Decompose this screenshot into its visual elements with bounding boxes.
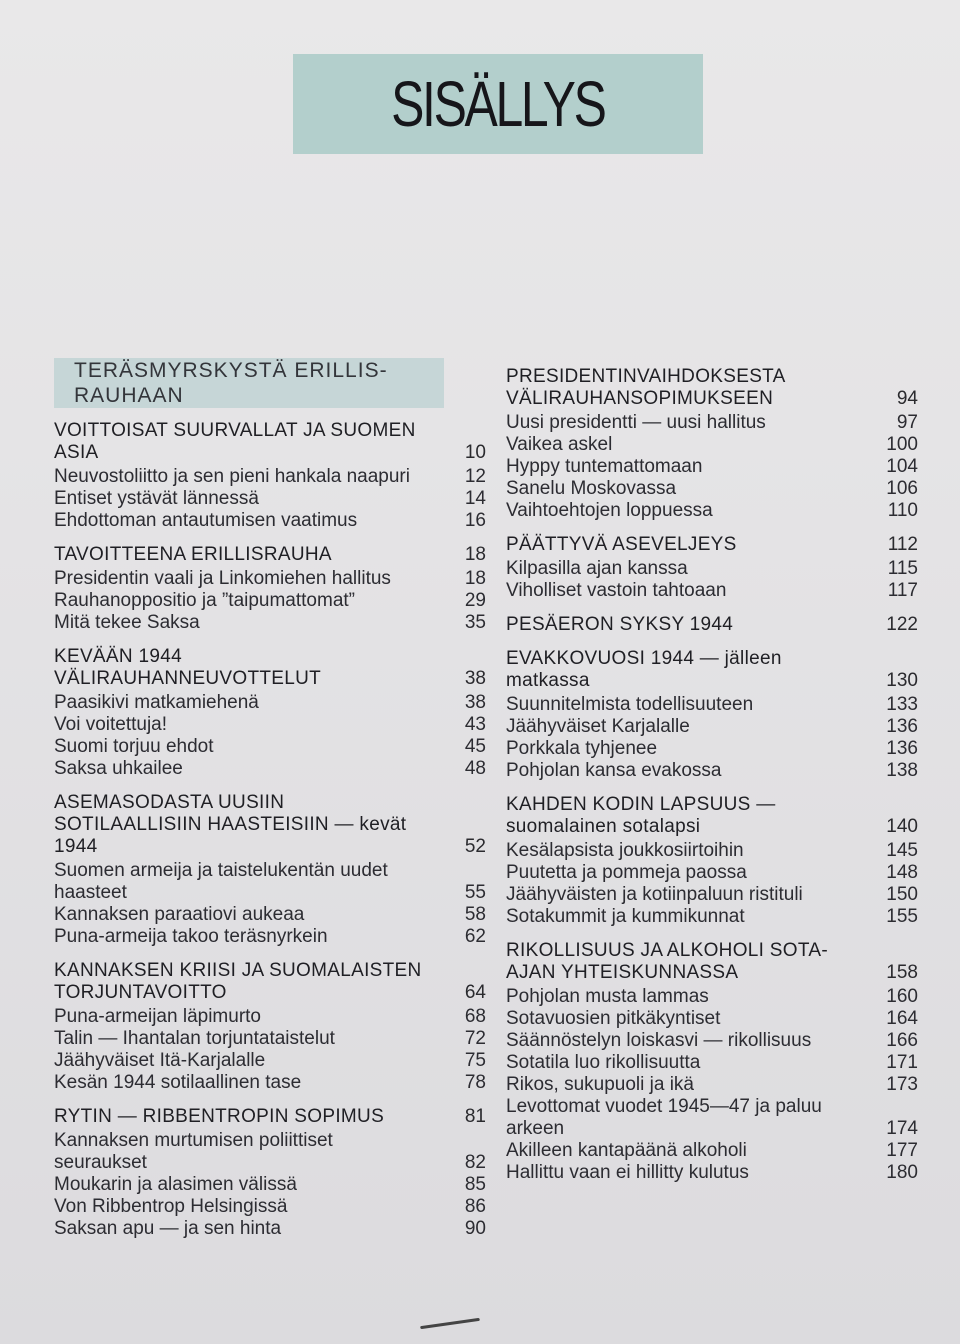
- section-heading: [54, 1106, 486, 1128]
- toc-entry-page: 97: [896, 412, 918, 433]
- toc-entry-title: Kesälapsista joukkosiirtoihin: [506, 840, 744, 861]
- toc-entry-page: 145: [886, 840, 918, 861]
- toc-entry-page: 72: [464, 1028, 486, 1049]
- section-heading: [54, 960, 486, 1004]
- toc-entry: [506, 456, 918, 478]
- toc-entry: [506, 1052, 918, 1074]
- toc-entry-title: Entiset ystävät lännessä: [54, 488, 259, 509]
- toc-entry-title: Kilpasilla ajan kanssa: [506, 558, 688, 579]
- toc-left-column: [54, 358, 486, 1252]
- toc-entry-title: Sotakummit ja kummikunnat: [506, 906, 745, 927]
- toc-entry: [54, 1050, 486, 1072]
- toc-section: [54, 960, 486, 1094]
- section-heading-title: TAVOITTEENA ERILLISRAUHA: [54, 544, 332, 565]
- section-heading: [54, 646, 486, 690]
- toc-entry-page: 133: [886, 694, 918, 715]
- toc-entry-page: 85: [464, 1174, 486, 1195]
- toc-entry-page: 12: [464, 466, 486, 487]
- toc-entry: [54, 1174, 486, 1196]
- toc-entry-title: Puna-armeija takoo teräsnyrkein: [54, 926, 328, 947]
- section-heading-title: VOITTOISAT SUURVALLAT JA SUOMEN ASIA: [54, 420, 416, 463]
- toc-entry-page: 90: [464, 1218, 486, 1239]
- toc-entry-title: Suunnitelmista todellisuuteen: [506, 694, 754, 715]
- section-heading-page: 94: [896, 388, 918, 409]
- toc-entry-title: Kesän 1944 sotilaallinen tase: [54, 1072, 302, 1093]
- toc-entry: [506, 434, 918, 456]
- toc-entry: [54, 1218, 486, 1240]
- toc-section: [54, 544, 486, 634]
- toc-entry: [506, 906, 918, 928]
- toc-entry-page: 117: [887, 580, 918, 601]
- toc-entry-title: Saksan apu — ja sen hinta: [54, 1218, 282, 1239]
- toc-entry: [54, 1028, 486, 1050]
- toc-entry: [506, 478, 918, 500]
- section-heading-page: 140: [886, 816, 918, 837]
- section-heading: [506, 534, 918, 556]
- toc-section: [54, 1106, 486, 1240]
- toc-entry: [54, 1006, 486, 1028]
- toc-section: [506, 366, 918, 522]
- toc-entry-page: 136: [886, 716, 918, 737]
- toc-entry-title: Hyppy tuntemattomaan: [506, 456, 703, 477]
- toc-entry-page: 138: [886, 760, 918, 781]
- section-heading-title: PÄÄTTYVÄ ASEVELJEYS: [506, 534, 737, 555]
- toc-entry-page: 180: [886, 1162, 918, 1183]
- section-heading-page: 18: [464, 544, 486, 565]
- toc-entry-title: Suomi torjuu ehdot: [54, 736, 214, 757]
- toc-entry: [506, 840, 918, 862]
- toc-entry-title: Suomen armeija ja taistelukentän uudet haasteet: [54, 860, 388, 903]
- toc-entry-title: Uusi presidentti — uusi hallitus: [506, 412, 766, 433]
- toc-entry-page: 82: [464, 1152, 486, 1173]
- toc-entry-title: Von Ribbentrop Helsingissä: [54, 1196, 288, 1217]
- toc-entry-page: 155: [886, 906, 918, 927]
- toc-section: [506, 940, 918, 1184]
- section-heading-title: PRESIDENTINVAIHDOKSESTA VÄLIRAUHANSOPIMUKSEEN: [506, 366, 785, 409]
- toc-entry-title: Rikos, sukupuoli ja ikä: [506, 1074, 694, 1095]
- toc-entry-title: Presidentin vaali ja Linkomiehen hallitus: [54, 568, 391, 589]
- toc-entry: [54, 1072, 486, 1094]
- toc-entry: [506, 1074, 918, 1096]
- toc-entry-page: 86: [464, 1196, 486, 1217]
- section-heading-title: KAHDEN KODIN LAPSUUS — suomalainen sotalapsi: [506, 794, 776, 837]
- toc-entry: [54, 1196, 486, 1218]
- toc-entry-title: Kannaksen paraatiovi aukeaa: [54, 904, 305, 925]
- pen-mark: [420, 1318, 480, 1329]
- section-heading-page: 81: [464, 1106, 486, 1127]
- toc-entry-page: 35: [464, 612, 486, 633]
- section-heading-page: 122: [886, 614, 918, 635]
- section-heading-page: 52: [464, 836, 486, 857]
- toc-entry: [506, 412, 918, 434]
- toc-entry-title: Porkkala tyhjenee: [506, 738, 658, 759]
- toc-entry: [54, 510, 486, 532]
- section-heading-title: RIKOLLISUUS JA ALKOHOLI SOTA-AJAN YHTEISKUNNASSA: [506, 940, 828, 983]
- toc-entry-title: Ehdottoman antautumisen vaatimus: [54, 510, 358, 531]
- toc-entry-title: Saksa uhkailee: [54, 758, 183, 779]
- section-heading: [506, 366, 918, 410]
- toc-entry-page: 48: [464, 758, 486, 779]
- toc-entry-title: Jäähyväisten ja kotiinpaluun ristituli: [506, 884, 803, 905]
- toc-entry-page: 115: [887, 558, 918, 579]
- toc-entry-page: 164: [886, 1008, 918, 1029]
- toc-entry: [54, 1130, 486, 1174]
- toc-entry-title: Hallittu vaan ei hillitty kulutus: [506, 1162, 749, 1183]
- toc-entry-page: 14: [464, 488, 486, 509]
- section-heading-title: KANNAKSEN KRIISI JA SUOMALAISTEN TORJUNTAVOITTO: [54, 960, 422, 1003]
- toc-entry-page: 16: [464, 510, 486, 531]
- toc-entry-page: 75: [464, 1050, 486, 1071]
- section-heading: [54, 792, 486, 858]
- toc-entry-title: Paasikivi matkamiehenä: [54, 692, 259, 713]
- section-heading-title: PESÄERON SYKSY 1944: [506, 614, 734, 635]
- toc-entry: [506, 1140, 918, 1162]
- toc-entry-title: Säännöstelyn loiskasvi — rikollisuus: [506, 1030, 812, 1051]
- section-heading-page: 112: [887, 534, 918, 555]
- toc-section: [506, 794, 918, 928]
- toc-entry: [506, 1008, 918, 1030]
- toc-entry: [506, 760, 918, 782]
- toc-entry: [506, 1030, 918, 1052]
- toc-entry: [54, 714, 486, 736]
- toc-entry-page: 104: [886, 456, 918, 477]
- toc-entry-page: 18: [464, 568, 486, 589]
- toc-entry: [54, 736, 486, 758]
- toc-section: [506, 614, 918, 636]
- toc-entry-title: Vaihtoehtojen loppuessa: [506, 500, 713, 521]
- toc-entry: [506, 986, 918, 1008]
- toc-entry-page: 160: [886, 986, 918, 1007]
- toc-entry-page: 148: [886, 862, 918, 883]
- toc-entry: [506, 1096, 918, 1140]
- toc-entry-page: 166: [886, 1030, 918, 1051]
- toc-entry-title: Pohjolan kansa evakossa: [506, 760, 722, 781]
- part-heading: TERÄSMYRSKYSTÄ ERILLIS- RAUHAAN: [54, 358, 444, 408]
- toc-entry-page: 177: [886, 1140, 918, 1161]
- toc-entry: [54, 692, 486, 714]
- section-heading-title: ASEMASODASTA UUSIIN SOTILAALLISIIN HAASTEISIIN — kevät 1944: [54, 792, 407, 857]
- section-heading-title: EVAKKOVUOSI 1944 — jälleen matkassa: [506, 648, 782, 691]
- toc-entry: [506, 716, 918, 738]
- section-heading-page: 64: [464, 982, 486, 1003]
- toc-entry-title: Mitä tekee Saksa: [54, 612, 200, 633]
- toc-entry-title: Puna-armeijan läpimurto: [54, 1006, 261, 1027]
- toc-entry-title: Pohjolan musta lammas: [506, 986, 709, 1007]
- toc-entry-title: Viholliset vastoin tahtoaan: [506, 580, 727, 601]
- section-heading: [54, 420, 486, 464]
- toc-entry: [506, 862, 918, 884]
- toc-entry-page: 29: [464, 590, 486, 611]
- section-heading-title: RYTIN — RIBBENTROPIN SOPIMUS: [54, 1106, 385, 1127]
- section-heading: [506, 940, 918, 984]
- toc-entry: [54, 488, 486, 510]
- toc-entry-page: 62: [464, 926, 486, 947]
- toc-entry-title: Talin — Ihantalan torjuntataistelut: [54, 1028, 335, 1049]
- toc-entry-title: Jäähyväiset Itä-Karjalalle: [54, 1050, 266, 1071]
- toc-entry: [506, 1162, 918, 1184]
- toc-entry: [506, 558, 918, 580]
- toc-entry: [54, 612, 486, 634]
- toc-entry-page: 43: [464, 714, 486, 735]
- toc-entry-title: Sotavuosien pitkäkyntiset: [506, 1008, 721, 1029]
- toc-section: [54, 792, 486, 948]
- section-heading-page: 10: [464, 442, 486, 463]
- toc-entry-page: 55: [464, 882, 486, 903]
- toc-section: [54, 646, 486, 780]
- toc-entry: [54, 590, 486, 612]
- toc-entry: [54, 466, 486, 488]
- section-heading-page: 158: [886, 962, 918, 983]
- section-heading-title: KEVÄÄN 1944 VÄLIRAUHANNEUVOTTELUT: [54, 646, 322, 689]
- toc-entry: [506, 500, 918, 522]
- toc-section: [506, 534, 918, 602]
- toc-entry-page: 150: [886, 884, 918, 905]
- toc-entry-page: 45: [464, 736, 486, 757]
- section-heading-page: 130: [886, 670, 918, 691]
- section-heading: [506, 794, 918, 838]
- toc-entry-title: Levottomat vuodet 1945—47 ja paluu arkeen: [506, 1096, 822, 1139]
- toc-entry: [506, 694, 918, 716]
- toc-entry-page: 100: [886, 434, 918, 455]
- toc-entry: [54, 926, 486, 948]
- toc-entry-title: Puutetta ja pommeja paossa: [506, 862, 747, 883]
- page-title: SISÄLLYS: [391, 68, 605, 140]
- toc-entry: [506, 580, 918, 602]
- toc-entry-page: 110: [887, 500, 918, 521]
- toc-right-column: [506, 366, 918, 1196]
- toc-entry: [54, 758, 486, 780]
- toc-entry-title: Sotatila luo rikollisuutta: [506, 1052, 701, 1073]
- toc-entry: [506, 884, 918, 906]
- toc-entry-title: Jäähyväiset Karjalalle: [506, 716, 690, 737]
- toc-entry-title: Rauhanoppositio ja ”taipumattomat”: [54, 590, 356, 611]
- toc-entry-page: 106: [886, 478, 918, 499]
- toc-section: [54, 420, 486, 532]
- toc-entry: [506, 738, 918, 760]
- toc-entry-title: Neuvostoliitto ja sen pieni hankala naapuri: [54, 466, 410, 487]
- section-heading: [54, 544, 486, 566]
- title-banner: [293, 54, 703, 154]
- toc-entry-page: 174: [886, 1118, 918, 1139]
- section-heading: [506, 614, 918, 636]
- toc-entry-title: Sanelu Moskovassa: [506, 478, 677, 499]
- section-heading: [506, 648, 918, 692]
- toc-entry: [54, 860, 486, 904]
- toc-entry-title: Kannaksen murtumisen poliittiset seuraukset: [54, 1130, 333, 1173]
- toc-entry: [54, 568, 486, 590]
- section-heading-page: 38: [464, 668, 486, 689]
- toc-entry-page: 58: [464, 904, 486, 925]
- toc-entry-page: 78: [464, 1072, 486, 1093]
- toc-entry-page: 68: [464, 1006, 486, 1027]
- toc-entry-page: 173: [886, 1074, 918, 1095]
- toc-entry-title: Vaikea askel: [506, 434, 613, 455]
- toc-entry-page: 38: [464, 692, 486, 713]
- toc-entry-page: 171: [886, 1052, 918, 1073]
- toc-entry-page: 136: [886, 738, 918, 759]
- toc-entry-title: Voi voitettuja!: [54, 714, 168, 735]
- toc-section: [506, 648, 918, 782]
- toc-entry: [54, 904, 486, 926]
- toc-entry-title: Moukarin ja alasimen välissä: [54, 1174, 297, 1195]
- toc-entry-title: Akilleen kantapäänä alkoholi: [506, 1140, 747, 1161]
